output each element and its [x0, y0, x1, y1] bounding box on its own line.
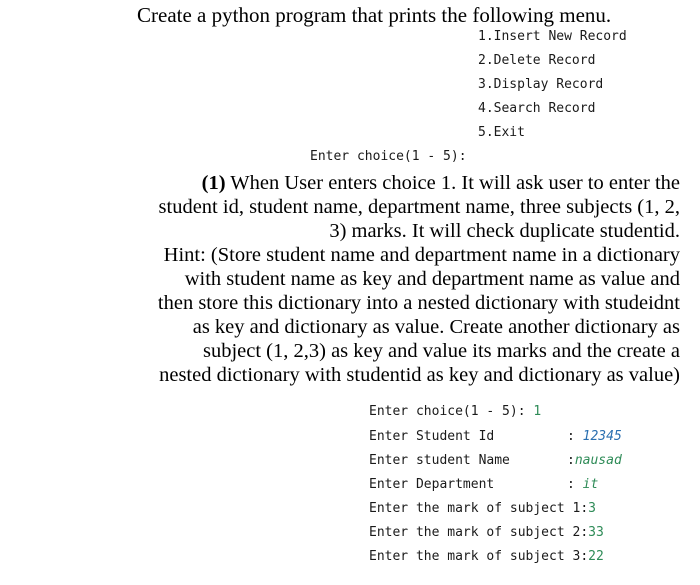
sample-label: Enter Student Id	[369, 429, 495, 444]
sample-label: Enter the mark of subject 1:	[369, 501, 589, 516]
menu-item-delete: 2.Delete Record	[478, 53, 596, 68]
menu-item-exit: 5.Exit	[478, 125, 525, 140]
menu-item-display: 3.Display Record	[478, 77, 604, 92]
sample-mark-line	[369, 549, 604, 564]
paragraph-line: then store this dictionary into a nested dictionary with studeidnt	[157, 292, 680, 314]
paragraph-line: nested dictionary with studentid as key and dictionary as value)	[159, 364, 680, 386]
sample-value-line: : 12345	[567, 429, 622, 444]
sample-value-line: :nausad	[567, 453, 622, 468]
paragraph-line: student id, student name, department name, three subjects (1, 2,	[158, 196, 680, 218]
sample-label: Enter the mark of subject 3:	[369, 549, 589, 564]
sample-choice-line	[369, 404, 541, 419]
sample-value: 22	[588, 549, 604, 564]
paragraph-line: subject (1, 2,3) as key and value its marks and the create a	[202, 340, 680, 362]
menu-item-search: 4.Search Record	[478, 101, 596, 116]
paragraph-line: as key and dictionary as value. Create another dictionary as	[192, 316, 680, 338]
sample-mark-line	[369, 501, 596, 516]
paragraph-label: (1)	[201, 172, 226, 194]
paragraph-line: with student name as key and department name as value and	[184, 268, 680, 290]
sample-value-line: : it	[567, 477, 599, 492]
sample-value: 33	[588, 525, 604, 540]
sample-choice-value: 1	[533, 404, 542, 419]
sample-label: Enter the mark of subject 2:	[369, 525, 589, 540]
paragraph-line: 3) marks. It will check duplicate studentid.	[329, 220, 680, 242]
sample-value: 3	[588, 501, 596, 516]
page-title: Create a python program that prints the following menu.	[137, 3, 612, 27]
sample-value: it	[582, 477, 599, 492]
paragraph-text: When User enters choice 1. It will ask user to enter the	[225, 172, 680, 194]
sample-label: Enter Department	[369, 477, 495, 492]
menu-item-insert: 1.Insert New Record	[478, 29, 627, 44]
sample-value: nausad	[574, 453, 622, 468]
paragraph-line: Hint: (Store student name and department name in a dictionary	[163, 244, 680, 266]
paragraph-line	[0, 172, 680, 195]
sample-mark-line	[369, 525, 604, 540]
sample-value: 12345	[582, 429, 622, 444]
enter-choice-prompt: Enter choice(1 - 5):	[310, 149, 467, 164]
sample-label: Enter student Name	[369, 453, 510, 468]
sample-choice-prompt: Enter choice(1 - 5):	[369, 404, 534, 419]
